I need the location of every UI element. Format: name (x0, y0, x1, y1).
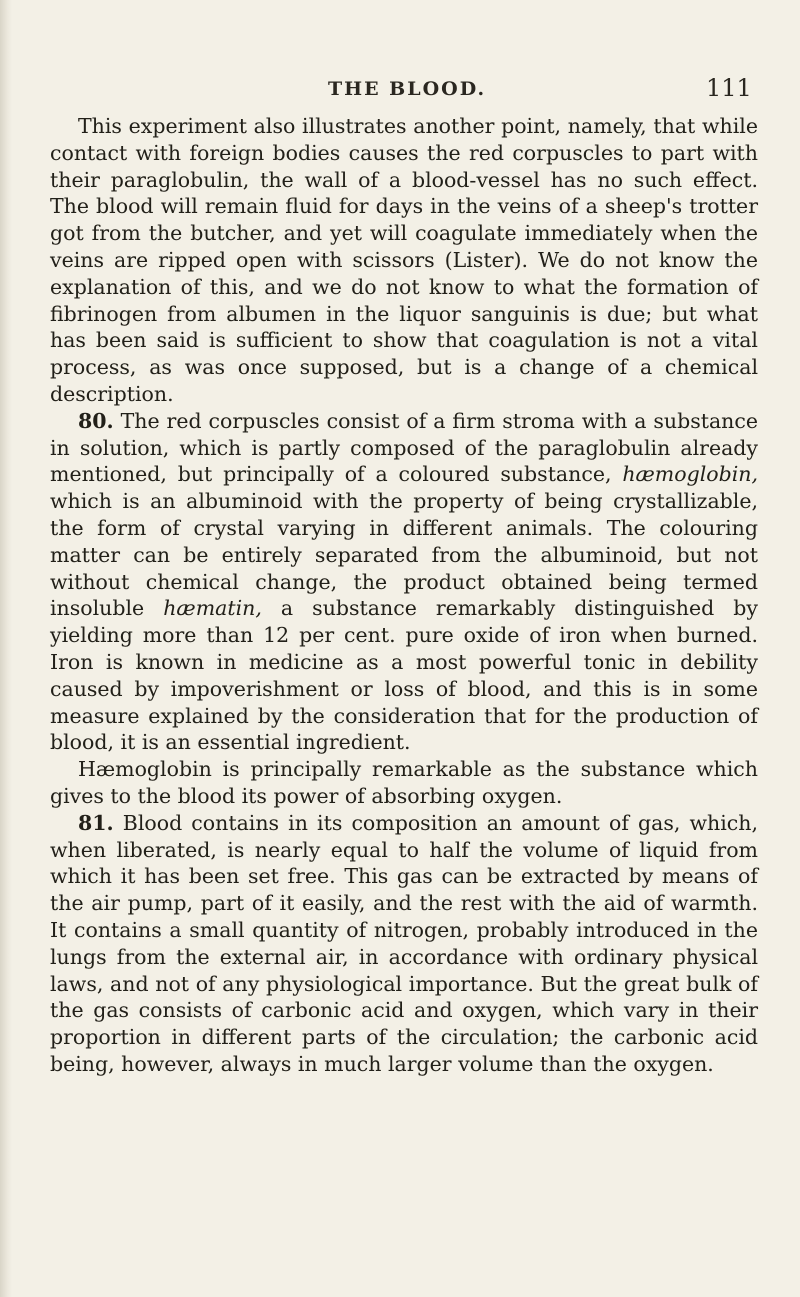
paragraph-80-red-corpuscles (50, 408, 758, 756)
paragraph-80-text-c: a substance remarkably distinguished by yielding more than 12 per cent. pure oxide of iron when burned. Iron is known in medicine as a most powerful tonic in debility caused by impoverishment or loss of blood, and this is in some measure explained by the consideration that for the production of blood, it is an essential ingredient. (50, 596, 758, 755)
page-number: 111 (706, 74, 752, 102)
page-edge (0, 0, 12, 1297)
term-haematin: hæmatin, (163, 596, 262, 621)
paragraph-81-blood-gas (50, 810, 758, 1078)
paragraph-81-text: Blood contains in its composition an amount of gas, which, when liberated, is nearly equal to half the volume of liquid from which it has been set free. This gas can be extracted by means of the air pump, part of it easily, and the rest with the aid of warmth. It contains a small quantity of nitrogen, probably introduced in the lungs from the external air, in accordance with ordinary physical laws, and not of any physiological importance. But the great bulk of the gas consists of carbonic acid and oxygen, which vary in their proportion in different parts of the circulation; the carbonic acid being, however, always in much larger volume than the oxygen. (50, 810, 758, 1076)
paragraph-coagulation: This experiment also illustrates another point, namely, that while contact with foreign bodies causes the red corpuscles to part with their paraglobulin, the wall of a blood-vessel has no such effect. The blood will remain fluid for days in the veins of a sheep's trotter got from the butcher, and yet will coagulate immediately when the veins are ripped open with scissors (Lister). We do not know the explanation of this, and we do not know to what the formation of fibrinogen from albumen in the liquor sanguinis is due; but what has been said is sufficient to show that coagulation is not a vital process, as was once supposed, but is a change of a chemical description. (50, 114, 758, 406)
term-haemoglobin: hæmoglobin, (622, 462, 758, 487)
paragraph-80-text-b: which is an albuminoid with the property of being crystallizable, the form of crystal varying in different animals. The colouring matter can be entirely separated from the albuminoid, but not without chemical change, the product obtained being termed insoluble (50, 489, 758, 621)
body-text (50, 113, 758, 1078)
paragraph-80-text-a: The red corpuscles consist of a firm stroma with a substance in solution, which is partly composed of the paraglobulin already mentioned, but principally of a coloured substance, (50, 408, 758, 487)
running-title: THE BLOOD. (328, 78, 487, 100)
section-number-81: 81. (78, 810, 114, 835)
paragraph-haemoglobin: Hæmoglobin is principally remarkable as the substance which gives to the blood its power of absorbing oxygen. (50, 757, 758, 808)
section-number-80: 80. (78, 408, 114, 433)
running-head (0, 74, 800, 106)
